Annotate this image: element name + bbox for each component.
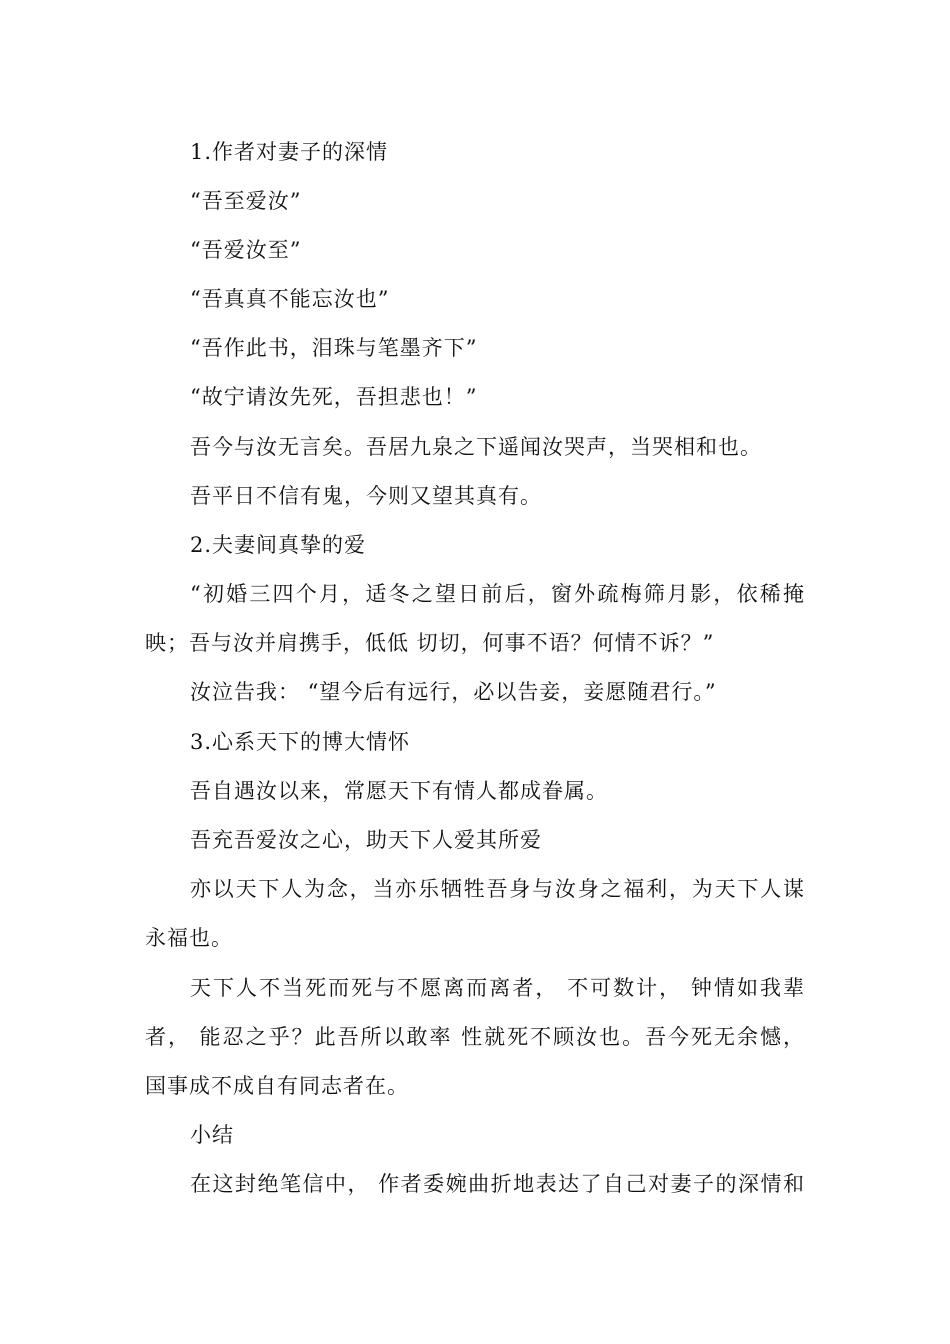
paragraph-line: 吾充吾爱汝之心，助天下人爱其所爱 [190, 828, 542, 852]
quote-line: “吾至爱汝” [190, 189, 302, 213]
paragraph-line: 吾今与汝无言矣。吾居九泉之下遥闻汝哭声，当哭相和也。 [190, 435, 762, 459]
paragraph-line: 映；吾与汝并肩携手，低低 切切，何事不语？何情不诉？” [145, 631, 715, 655]
quote-line: “吾作此书，泪珠与笔墨齐下” [190, 336, 478, 360]
quote-line: “吾爱汝至” [190, 238, 302, 262]
heading-3: 3.心系天下的博大情怀 [190, 730, 411, 754]
summary-heading: 小结 [190, 1123, 234, 1147]
paragraph-line: 吾平日不信有鬼，今则又望其真有。 [190, 484, 542, 508]
paragraph-line: 亦以天下人为念，当亦乐牺牲吾身与汝身之福利，为天下人谋 [190, 877, 805, 901]
paragraph-line: 国事成不成自有同志者在。 [145, 1074, 409, 1098]
quote-line: “故宁请汝先死，吾担悲也！” [190, 385, 478, 409]
quote-line: “吾真真不能忘汝也” [190, 287, 390, 311]
paragraph-line: 永福也。 [145, 926, 233, 950]
paragraph-line: 者， 能忍之乎？此吾所以敢率 性就死不顾汝也。吾今死无余憾， [145, 1025, 805, 1049]
paragraph-line: 在这封绝笔信中， 作者委婉曲折地表达了自己对妻子的深情和 [190, 1172, 805, 1196]
paragraph-line: 吾自遇汝以来，常愿天下有情人都成眷属。 [190, 779, 608, 803]
paragraph-line: 天下人不当死而死与不愿离而离者， 不可数计， 钟情如我辈 [190, 976, 805, 1000]
paragraph-line: 汝泣告我： “望今后有远行，必以告妾，妾愿随君行。” [190, 680, 717, 704]
heading-1: 1.作者对妻子的深情 [190, 140, 389, 164]
heading-2: 2.夫妻间真挚的爱 [190, 533, 367, 557]
paragraph-line: “初婚三四个月，适冬之望日前后，窗外疏梅筛月影，依稀掩 [190, 582, 805, 606]
